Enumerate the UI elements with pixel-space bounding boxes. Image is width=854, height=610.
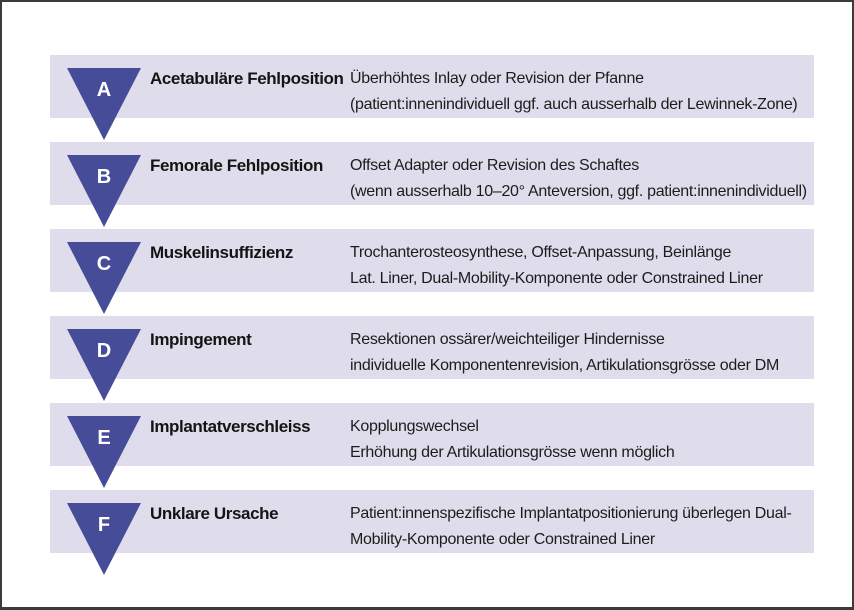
category-row-c (50, 229, 814, 292)
description-line: (patient:innenindividuell ggf. auch ausserhalb der Lewinnek-Zone) (350, 96, 798, 113)
category-letter: A (96, 79, 112, 101)
category-description (350, 66, 797, 118)
description-line: Resektionen ossärer/weichteiliger Hindernisse (350, 331, 665, 348)
category-row-e (50, 403, 814, 466)
category-letter: F (97, 514, 111, 536)
category-rows (50, 55, 814, 577)
category-title: Muskelinsuffizienz (150, 243, 293, 262)
category-letter: D (96, 340, 112, 362)
category-letter: C (96, 253, 112, 275)
category-title: Acetabuläre Fehlposition (150, 69, 344, 88)
description-line: Offset Adapter oder Revision des Schaftes (350, 157, 639, 174)
category-title: Impingement (150, 330, 252, 349)
category-description (350, 153, 807, 205)
category-title: Unklare Ursache (150, 504, 279, 523)
category-row-f (50, 490, 814, 553)
category-row-d (50, 316, 814, 379)
description-line: Kopplungswechsel (350, 418, 479, 435)
description-line: individuelle Komponentenrevision, Artikulationsgrösse oder DM (350, 357, 780, 374)
category-title: Implantatverschleiss (150, 417, 311, 436)
category-letter: E (97, 427, 111, 449)
description-line: Trochanterosteosynthese, Offset-Anpassung, Beinlänge (350, 244, 732, 261)
description-line: Patient:innenspezifische Implantatpositionierung überlegen Dual- (350, 505, 792, 522)
description-line: Mobility-Komponente oder Constrained Liner (350, 531, 655, 548)
description-line: Lat. Liner, Dual-Mobility-Komponente oder Constrained Liner (350, 270, 763, 287)
category-description (350, 414, 674, 466)
description-line: Erhöhung der Artikulationsgrösse wenn möglich (350, 444, 675, 461)
category-row-a (50, 55, 814, 118)
category-row-b (50, 142, 814, 205)
description-line: Überhöhtes Inlay oder Revision der Pfanne (350, 70, 644, 87)
category-letter: B (96, 166, 112, 188)
category-description (350, 501, 792, 553)
category-title: Femorale Fehlposition (150, 156, 323, 175)
category-description (350, 327, 779, 379)
description-line: (wenn ausserhalb 10–20° Anteversion, ggf. patient:innenindividuell) (350, 183, 807, 200)
category-description (350, 240, 763, 292)
